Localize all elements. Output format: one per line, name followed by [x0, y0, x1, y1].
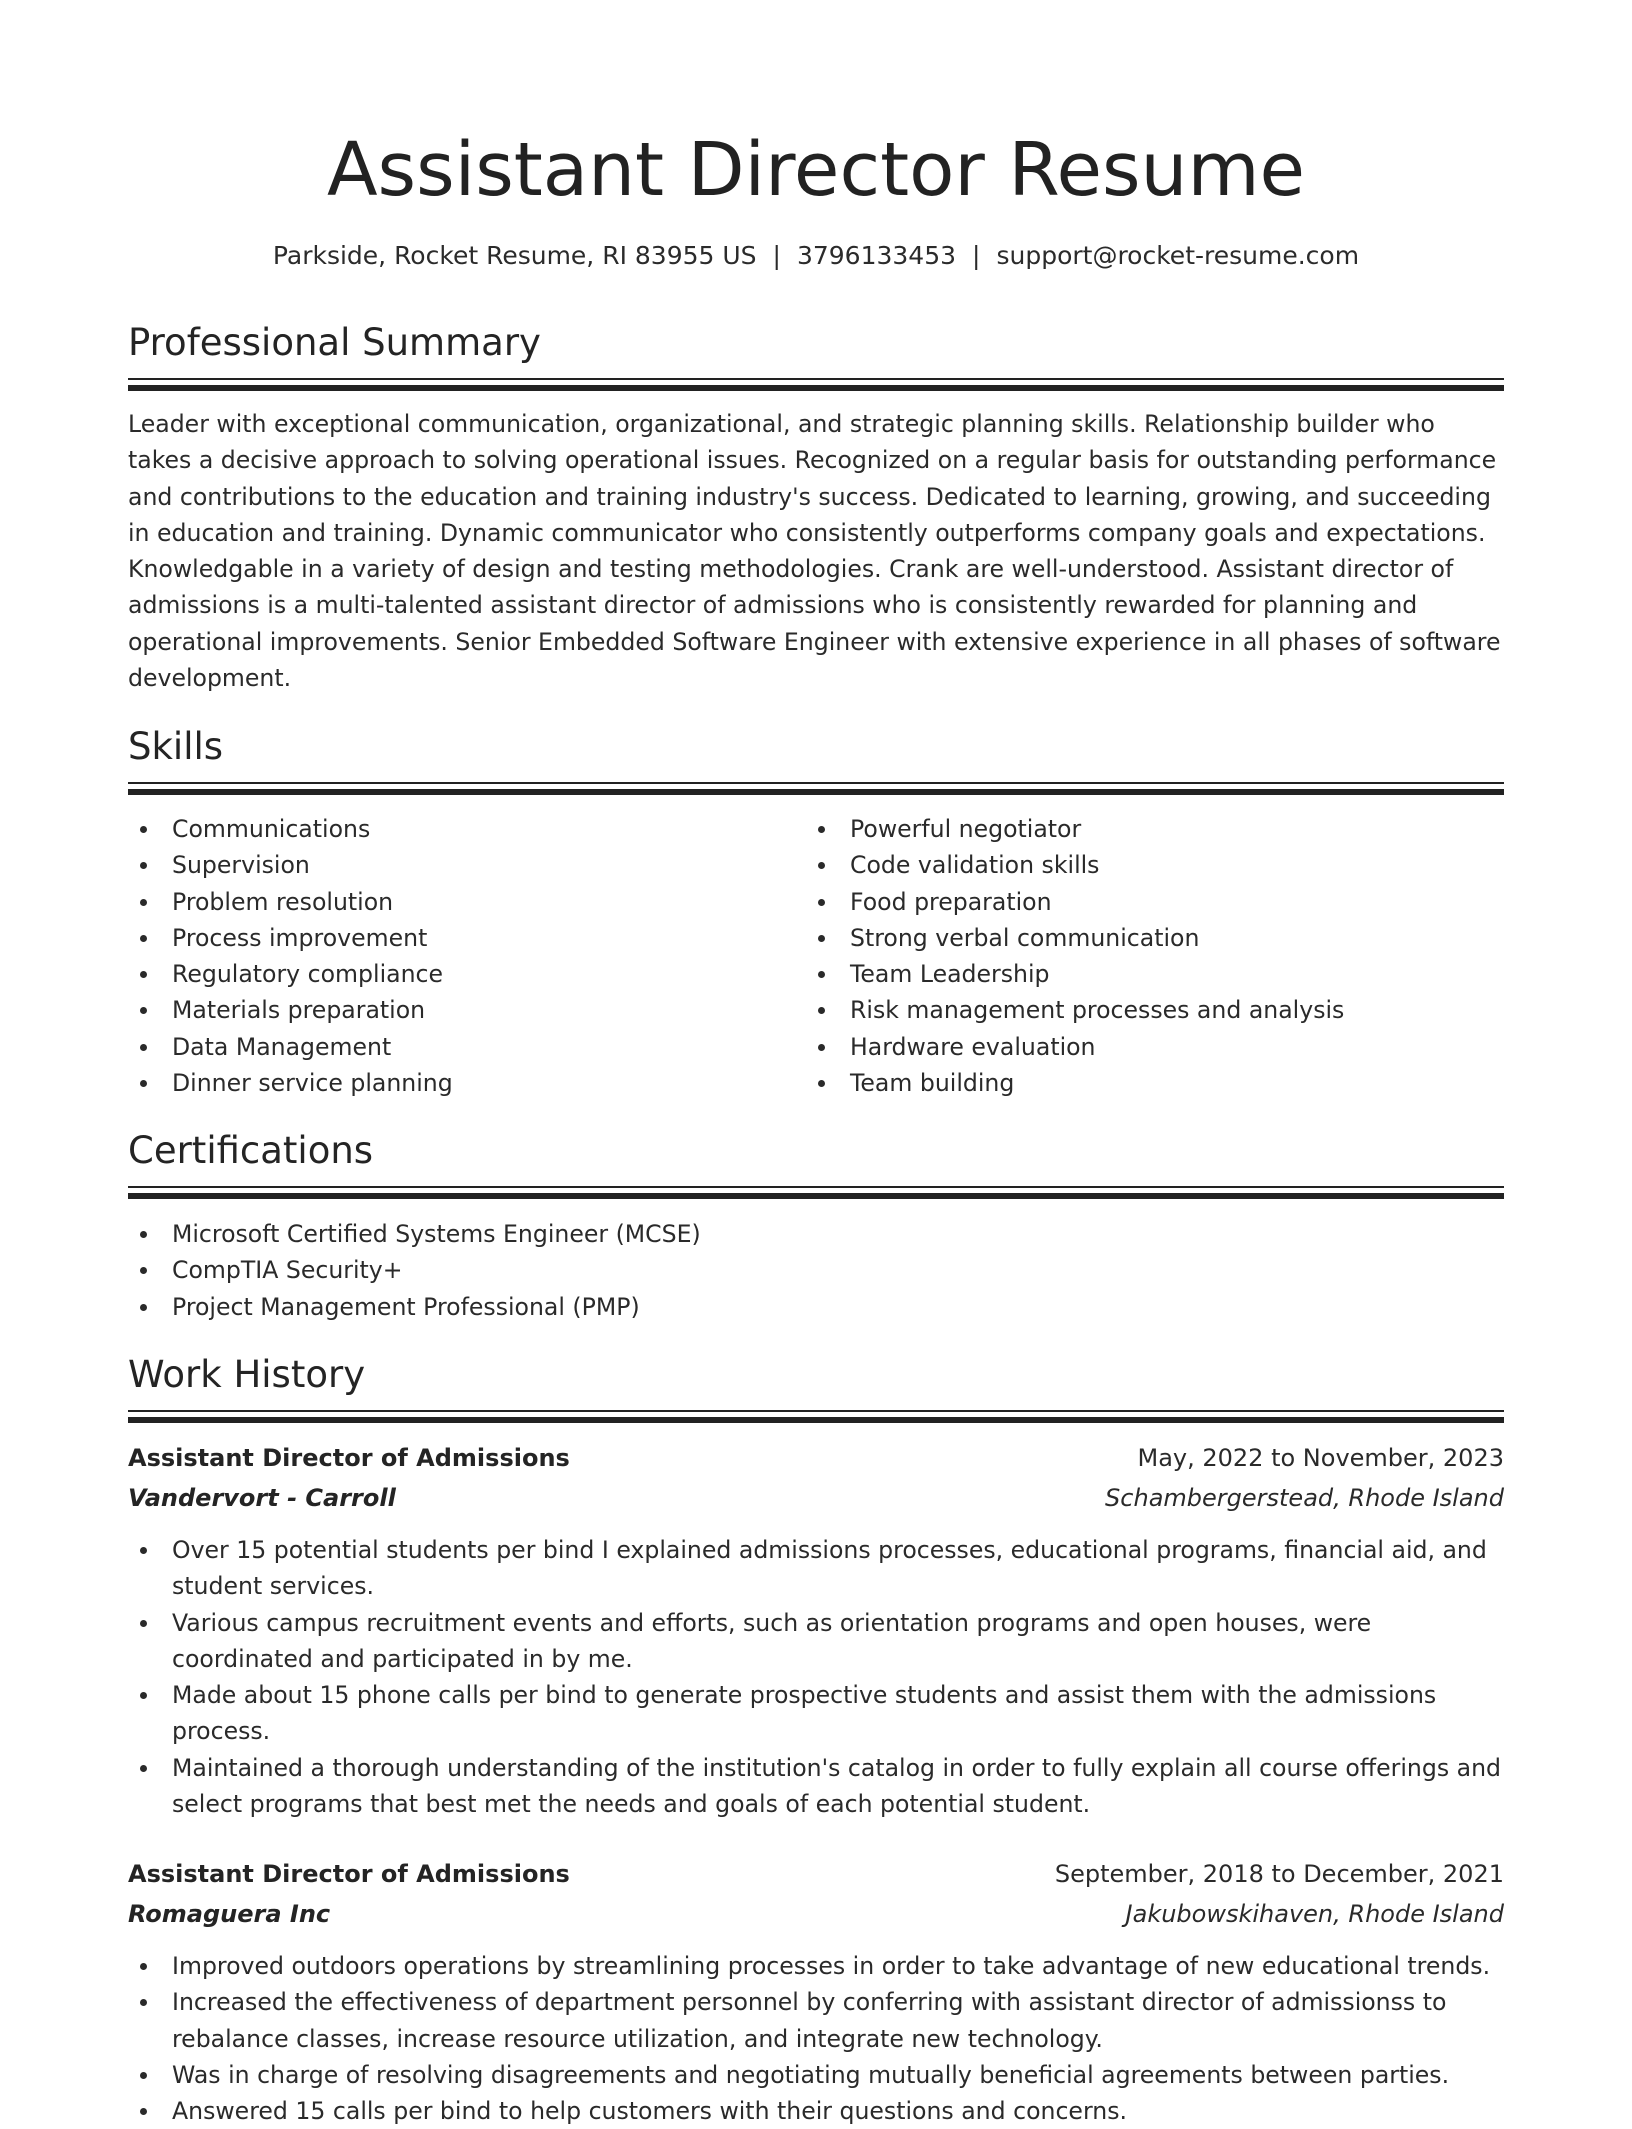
contact-separator: |	[772, 241, 781, 270]
contact-address: Parkside, Rocket Resume, RI 83955 US	[272, 241, 757, 270]
skills-list-left	[128, 811, 788, 1101]
contact-line	[128, 238, 1504, 274]
summary-heading: Professional Summary	[128, 321, 541, 364]
work-history-heading: Work History	[128, 1353, 366, 1396]
skill-item: Data Management	[128, 1029, 788, 1065]
certification-item: Microsoft Certified Systems Engineer (MCSE)	[128, 1216, 1504, 1252]
summary-text: Leader with exceptional communication, organizational, and strategic planning skills. Relationship builder who takes a decisive approach to solving operational issues. Recognized on a regular basis for outstanding performance and contributions to the education and training industry's success. Dedicated to learning, growing, and succeeding in education and training. Dynamic communicator who consistently outperforms company goals and expectations. Knowledgable in a variety of design and testing methodologies. Crank are well-understood. Assistant director of admissions is a multi-talented assistant director of admissions who is consistently rewarded for planning and operational improvements. Senior Embedded Software Engineer with extensive experience in all phases of software development.	[128, 410, 1501, 693]
job-bullet: Improved outdoors operations by streamlining processes in order to take advantage of new educational trends.	[128, 1948, 1504, 1984]
skills-heading: Skills	[128, 725, 224, 768]
skill-item: Hardware evaluation	[806, 1029, 1504, 1065]
skill-item: Materials preparation	[128, 992, 788, 1028]
skill-item: Dinner service planning	[128, 1065, 788, 1101]
job-bullet: Was in charge of resolving disagreements and negotiating mutually beneficial agreements between parties.	[128, 2057, 1504, 2093]
skill-item: Regulatory compliance	[128, 956, 788, 992]
contact-separator: |	[972, 241, 981, 270]
skill-item: Team building	[806, 1065, 1504, 1101]
certification-item: CompTIA Security+	[128, 1252, 1504, 1288]
certifications-heading: Certifications	[128, 1129, 374, 1172]
contact-phone: 3796133453	[796, 241, 957, 270]
job-bullet: Maintained a thorough understanding of the institution's catalog in order to fully explain all course offerings and select programs that best met the needs and goals of each potential student.	[128, 1750, 1504, 1823]
skill-item: Strong verbal communication	[806, 920, 1504, 956]
skill-item: Team Leadership	[806, 956, 1504, 992]
job-title: Assistant Director of Admissions	[128, 1444, 570, 1472]
page-title: Assistant Director Resume	[326, 127, 1306, 213]
skill-item: Food preparation	[806, 884, 1504, 920]
job-dates: September, 2018 to December, 2021	[1054, 1860, 1504, 1888]
skill-item: Process improvement	[128, 920, 788, 956]
skills-list-right	[806, 811, 1504, 1101]
skill-item: Problem resolution	[128, 884, 788, 920]
certification-item: Project Management Professional (PMP)	[128, 1289, 1504, 1325]
section-divider	[128, 782, 1504, 795]
job-company: Vandervort - Carroll	[128, 1484, 396, 1512]
job-bullet: Various campus recruitment events and efforts, such as orientation programs and open houses, were coordinated and participated in by me.	[128, 1605, 1504, 1678]
job-bullet: Made about 15 phone calls per bind to generate prospective students and assist them with the admissions process.	[128, 1677, 1504, 1750]
section-divider	[128, 378, 1504, 391]
job-dates: May, 2022 to November, 2023	[1137, 1444, 1504, 1472]
skill-item: Powerful negotiator	[806, 811, 1504, 847]
job-location: Jakubowskihaven, Rhode Island	[1125, 1900, 1504, 1928]
job-bullets	[128, 1532, 1504, 1822]
section-divider	[128, 1186, 1504, 1199]
skill-item: Risk management processes and analysis	[806, 992, 1504, 1028]
skill-item: Communications	[128, 811, 788, 847]
job-bullet: Answered 15 calls per bind to help customers with their questions and concerns.	[128, 2093, 1504, 2129]
job-location: Schambergerstead, Rhode Island	[1105, 1484, 1504, 1512]
job-bullets	[128, 1948, 1504, 2129]
skill-item: Code validation skills	[806, 847, 1504, 883]
contact-email: support@rocket-resume.com	[996, 241, 1360, 270]
job-bullet: Over 15 potential students per bind I explained admissions processes, educational programs, financial aid, and student services.	[128, 1532, 1504, 1605]
section-divider	[128, 1410, 1504, 1423]
job-bullet: Increased the effectiveness of department personnel by conferring with assistant director of admissionss to rebalance classes, increase resource utilization, and integrate new technology.	[128, 1984, 1504, 2057]
job-company: Romaguera Inc	[128, 1900, 331, 1928]
skill-item: Supervision	[128, 847, 788, 883]
certifications-list	[128, 1216, 1504, 1325]
job-title: Assistant Director of Admissions	[128, 1860, 570, 1888]
